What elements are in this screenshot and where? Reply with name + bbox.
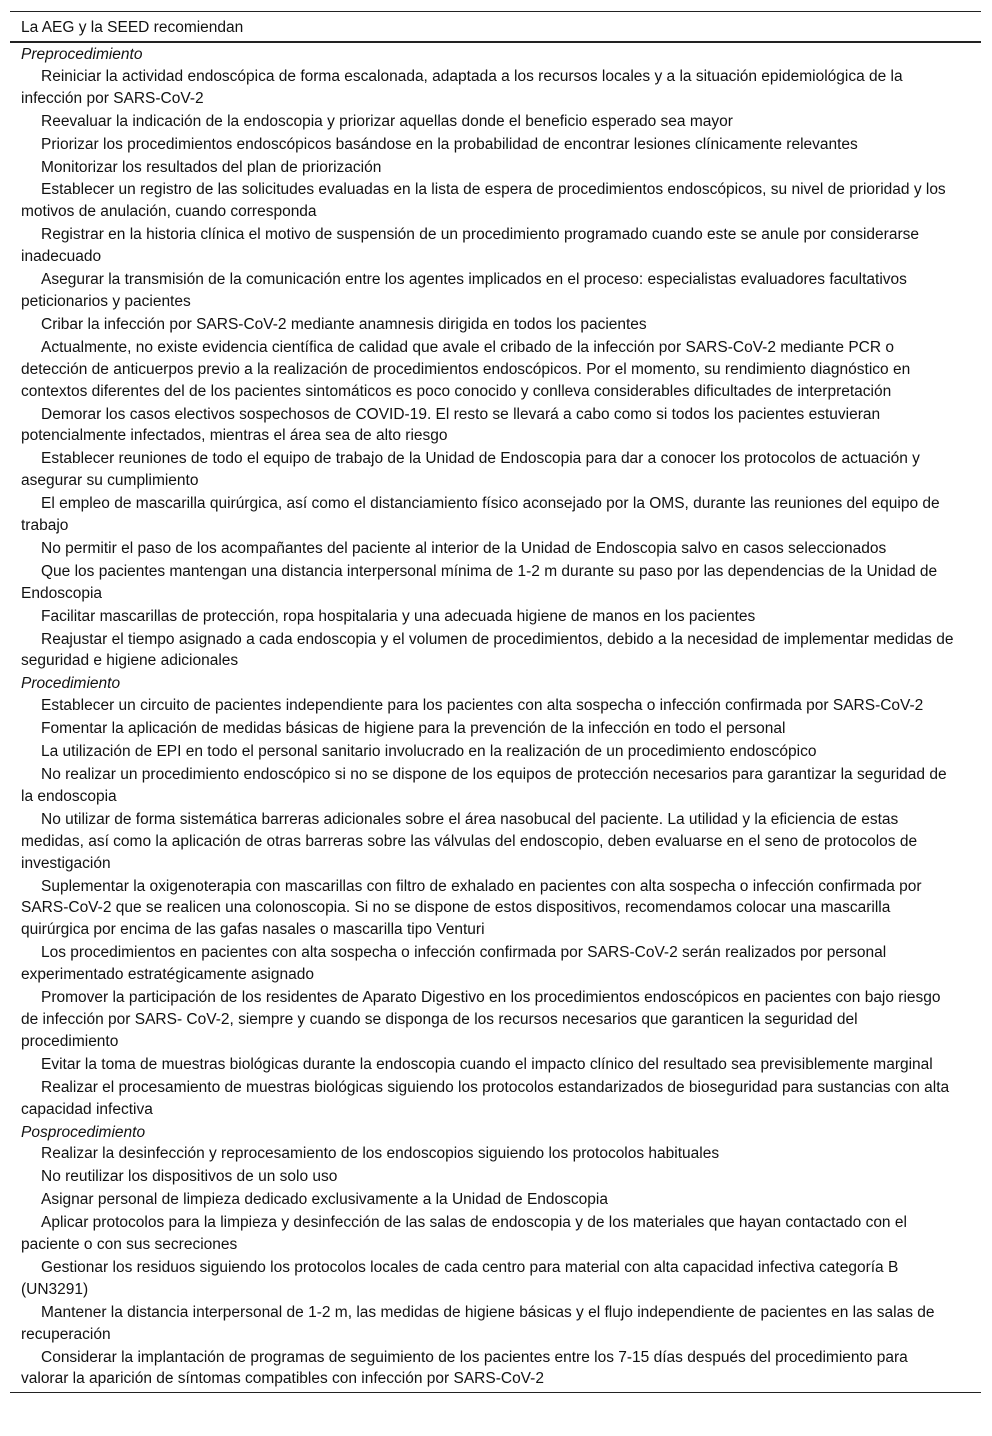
recommendation-item: Facilitar mascarillas de protección, ropa hospitalaria y una adecuada higiene de manos en los pacientes [41, 607, 756, 625]
recommendation-item: No utilizar de forma sistemática barreras adicionales sobre el área nasobucal del paciente. La utilidad y la eficiencia de estas medidas, así como la aplicación de otras barreras sobre las válvulas del endoscopio, deben evaluarse en el seno de protocolos de investigación [21, 810, 918, 872]
recommendation-item: Reevaluar la indicación de la endoscopia y priorizar aquellas donde el beneficio esperado sea mayor [41, 112, 733, 130]
recommendation-item: Demorar los casos electivos sospechosos de COVID-19. El resto se llevará a cabo como si todos los pacientes estuvieran potencialmente infectados, mientras el área sea de alto riesgo [21, 405, 881, 445]
recommendation-item: La utilización de EPI en todo el personal sanitario involucrado en la realización de un procedimiento endoscópico [41, 743, 817, 761]
recommendation-item: Establecer reuniones de todo el equipo de trabajo de la Unidad de Endoscopia para dar a conocer los protocolos de actuación y asegurar su cumplimiento [21, 450, 920, 490]
recommendation-item: Promover la participación de los residentes de Aparato Digestivo en los procedimientos endoscópicos en pacientes con bajo riesgo de infección por SARS- CoV-2, siempre y cuando se disponga de los recursos necesarios que garanticen la seguridad del procedimiento [21, 989, 941, 1050]
recommendation-item: Establecer un registro de las solicitudes evaluadas en la lista de espera de procedimientos endoscópicos, su nivel de prioridad y los motivos de anulación, cuando corresponda [21, 181, 946, 221]
section-title: Posprocedimiento [21, 1123, 146, 1141]
recommendation-item: Considerar la implantación de programas de seguimiento de los pacientes entre los 7-15 días después del procedimiento para valorar la aparición de síntomas compatibles con infección por SARS-CoV-2 [21, 1348, 908, 1388]
recommendation-item: Mantener la distancia interpersonal de 1-2 m, las medidas de higiene básicas y el flujo independiente de pacientes en las salas de recuperación [21, 1303, 935, 1343]
recommendation-item: Gestionar los residuos siguiendo los protocolos locales de cada centro para material con alta capacidad infectiva categoría B (UN3291) [21, 1258, 899, 1298]
recommendation-item: Evitar la toma de muestras biológicas durante la endoscopia cuando el impacto clínico del resultado sea previsiblemente marginal [41, 1055, 933, 1073]
recommendation-item: Asignar personal de limpieza dedicado exclusivamente a la Unidad de Endoscopia [41, 1191, 608, 1209]
recommendation-item: Priorizar los procedimientos endoscópicos basándose en la probabilidad de encontrar lesiones clínicamente relevantes [41, 135, 858, 153]
recommendation-item: Cribar la infección por SARS-CoV-2 mediante anamnesis dirigida en todos los pacientes [41, 315, 647, 333]
recommendation-item: Actualmente, no existe evidencia científica de calidad que avale el cribado de la infección por SARS-CoV-2 mediante PCR o detección de anticuerpos previo a la realización de procedimientos endoscópicos. Por el momento, su rendimiento diagnóstico en contextos diferentes del de los pacientes sintomáticos es poco conocido y conlleva considerables dificultades de interpretación [21, 338, 911, 400]
recommendation-item: Registrar en la historia clínica el motivo de suspensión de un procedimiento programado cuando este se anule por considerarse inadecuado [21, 226, 919, 266]
recommendation-item: Fomentar la aplicación de medidas básicas de higiene para la prevención de la infección en todo el personal [41, 720, 786, 738]
recommendation-item: Los procedimientos en pacientes con alta sospecha o infección confirmada por SARS-CoV-2 serán realizados por personal experimentado estratégicamente asignado [21, 944, 887, 984]
recommendation-item: Realizar el procesamiento de muestras biológicas siguiendo los protocolos estandarizados de bioseguridad para sustancias con alta capacidad infectiva [21, 1078, 950, 1118]
recommendation-item: No reutilizar los dispositivos de un solo uso [41, 1168, 338, 1186]
table-body [10, 43, 981, 1392]
recommendation-item: Realizar la desinfección y reprocesamiento de los endoscopios siguiendo los protocolos habituales [41, 1145, 720, 1163]
recommendation-item: Que los pacientes mantengan una distancia interpersonal mínima de 1-2 m durante su paso por las dependencias de la Unidad de Endoscopia [21, 562, 938, 602]
recommendations-table [10, 11, 981, 1393]
table-bottom-rule [10, 1392, 981, 1393]
recommendation-item: Suplementar la oxigenoterapia con mascarillas con filtro de exhalado en pacientes con alta sospecha o infección confirmada por SARS-CoV-2 que se realicen una colonoscopia. Si no se dispone de estos dispositivos, recomendamos colocar una mascarilla quirúrgica por encima de las gafas nasales o mascarilla tipo Venturi [21, 877, 922, 939]
recommendation-item: No permitir el paso de los acompañantes del paciente al interior de la Unidad de Endoscopia salvo en casos seleccionados [41, 539, 887, 557]
recommendation-item: No realizar un procedimiento endoscópico si no se dispone de los equipos de protección necesarios para garantizar la seguridad de la endoscopia [21, 766, 947, 805]
recommendation-item: Asegurar la transmisión de la comunicación entre los agentes implicados en el proceso: especialistas evaluadores facultativos peticionarios y pacientes [21, 271, 907, 310]
table-header: La AEG y la SEED recomiendan [10, 12, 981, 43]
recommendation-item: Reiniciar la actividad endoscópica de forma escalonada, adaptada a los recursos locales y a la situación epidemiológica de la infección por SARS-CoV-2 [21, 67, 903, 107]
recommendation-item: Establecer un circuito de pacientes independiente para los pacientes con alta sospecha o infección confirmada por SARS-CoV-2 [41, 697, 924, 715]
recommendation-item: El empleo de mascarilla quirúrgica, así como el distanciamiento físico aconsejado por la OMS, durante las reuniones del equipo de trabajo [21, 495, 940, 535]
recommendation-item: Aplicar protocolos para la limpieza y desinfección de las salas de endoscopia y de los materiales que hayan contactado con el paciente o con sus secreciones [21, 1214, 907, 1254]
section-title: Preprocedimiento [21, 46, 143, 63]
recommendation-item: Reajustar el tiempo asignado a cada endoscopia y el volumen de procedimientos, debido a la necesidad de implementar medidas de seguridad e higiene adicionales [21, 630, 954, 670]
recommendation-item: Monitorizar los resultados del plan de priorización [41, 158, 382, 176]
section-title: Procedimiento [21, 675, 121, 693]
